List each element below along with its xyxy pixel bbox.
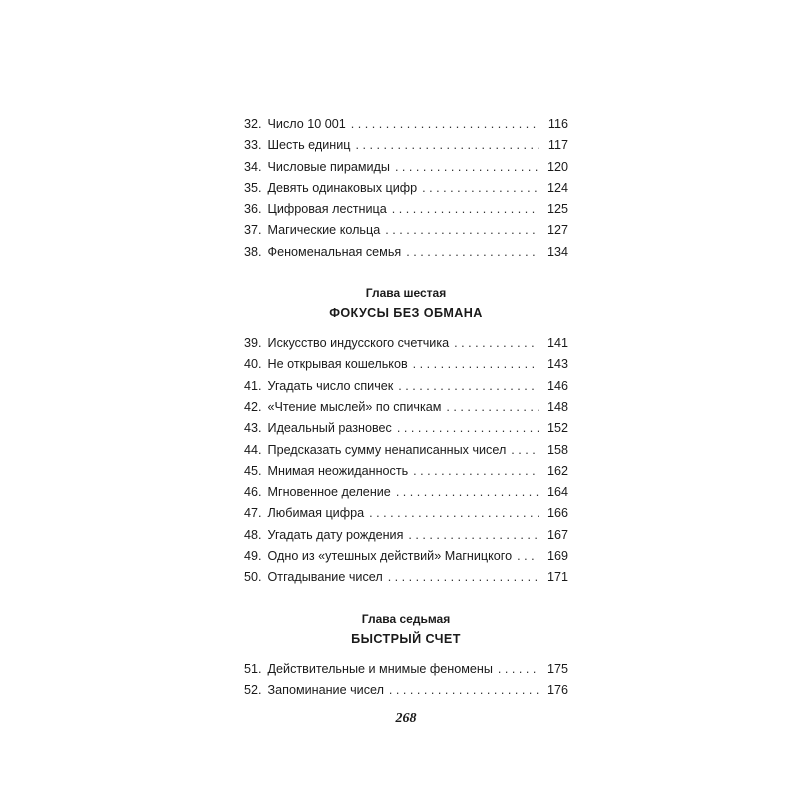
toc-entry xyxy=(244,333,568,354)
dot-leader xyxy=(413,354,539,375)
toc-entry-page: 141 xyxy=(546,336,568,351)
dot-leader xyxy=(406,242,539,263)
chapter-heading xyxy=(244,609,568,650)
dot-leader xyxy=(388,567,539,588)
toc-entry-title: Не открывая кошельков xyxy=(267,357,408,372)
toc-entry-title: Запоминание чисел xyxy=(267,682,384,697)
toc-entry xyxy=(244,418,568,439)
toc-entry xyxy=(244,354,568,375)
toc-entry xyxy=(244,114,568,135)
chapter-title: БЫСТРЫЙ СЧЕТ xyxy=(351,631,461,646)
toc-entry-number: 47. xyxy=(244,506,262,521)
toc-list xyxy=(244,333,568,589)
toc-entry-number: 32. xyxy=(244,117,262,131)
dot-leader xyxy=(392,199,539,220)
toc-entry-page: 167 xyxy=(546,527,568,542)
toc-entry-title: Число 10 001 xyxy=(267,117,346,131)
toc-entry xyxy=(244,397,568,418)
toc-entry-title: Числовые пирамиды xyxy=(267,159,390,174)
toc-entry-page: 176 xyxy=(546,682,568,697)
toc-entry-number: 39. xyxy=(244,336,262,351)
dot-leader xyxy=(454,333,539,354)
dot-leader xyxy=(446,397,539,418)
toc-entry-number: 43. xyxy=(244,421,262,436)
toc-entry-page: 146 xyxy=(546,378,568,393)
dot-leader xyxy=(397,418,539,439)
dot-leader xyxy=(498,659,539,680)
toc-entry-page: 171 xyxy=(546,570,568,585)
toc-entry-page: 152 xyxy=(546,421,568,436)
dot-leader xyxy=(389,680,539,701)
toc-entry-title: Предсказать сумму ненаписанных чисел xyxy=(267,442,507,457)
dot-leader xyxy=(517,546,539,567)
toc-entry xyxy=(244,461,568,482)
toc-entry-title: Одно из «утешных действий» Магницкого xyxy=(267,549,513,564)
toc-entry-page: 169 xyxy=(546,549,568,564)
toc-entry-page: 143 xyxy=(546,357,568,372)
dot-leader xyxy=(408,525,539,546)
toc-entry-page: 134 xyxy=(546,244,568,259)
toc-entry-number: 51. xyxy=(244,661,262,676)
toc-entry-title: Искусство индусского счетчика xyxy=(267,336,450,351)
toc-entry xyxy=(244,242,568,263)
toc-entry-page: 117 xyxy=(547,138,568,153)
toc-entry xyxy=(244,178,568,199)
toc-entry-page: 164 xyxy=(546,485,568,500)
toc-entry-title: Мгновенное деление xyxy=(267,485,391,500)
toc-entry-title: Отгадывание чисел xyxy=(267,570,383,585)
dot-leader xyxy=(413,461,539,482)
toc-entry-title: Феноменальная семья xyxy=(267,244,402,259)
toc-entry-title: Угадать дату рождения xyxy=(267,527,404,542)
page-number: 268 xyxy=(395,711,417,727)
toc-entry xyxy=(244,135,568,156)
toc-entry xyxy=(244,440,568,461)
toc-entry xyxy=(244,376,568,397)
toc-entry-title: «Чтение мыслей» по спичкам xyxy=(267,399,442,414)
dot-leader xyxy=(511,440,539,461)
toc-entry xyxy=(244,199,568,220)
toc-entry-number: 48. xyxy=(244,527,262,542)
toc-entry-title: Девять одинаковых цифр xyxy=(267,180,418,195)
toc-entry-number: 41. xyxy=(244,378,262,393)
toc-entry xyxy=(244,659,568,680)
toc-entry-title: Мнимая неожиданность xyxy=(267,463,409,478)
dot-leader xyxy=(422,178,539,199)
toc-entry xyxy=(244,503,568,524)
toc-entry-number: 42. xyxy=(244,399,262,414)
toc-entry-page: 175 xyxy=(546,661,568,676)
toc-entry-page: 124 xyxy=(546,180,568,195)
toc-entry-page: 120 xyxy=(546,159,568,174)
toc-page xyxy=(244,114,568,727)
chapter-label: Глава седьмая xyxy=(361,611,451,626)
toc-entry-title: Действительные и мнимые феномены xyxy=(267,661,493,676)
toc-entry-page: 166 xyxy=(546,506,568,521)
chapter-heading xyxy=(244,283,568,324)
toc-entry xyxy=(244,157,568,178)
dot-leader xyxy=(398,376,539,397)
dot-leader xyxy=(356,135,539,156)
toc-entry-title: Шесть единиц xyxy=(267,138,351,153)
toc-entry-page: 148 xyxy=(546,399,568,414)
toc-list xyxy=(244,114,568,263)
toc-entry-page: 125 xyxy=(546,202,568,217)
toc-entry-number: 37. xyxy=(244,223,262,238)
toc-entry-page: 162 xyxy=(546,463,568,478)
toc-entry-number: 45. xyxy=(244,463,262,478)
toc-entry-number: 38. xyxy=(244,244,262,259)
toc-entry xyxy=(244,525,568,546)
dot-leader xyxy=(385,220,539,241)
toc-entry-title: Цифровая лестница xyxy=(267,202,387,217)
dot-leader xyxy=(351,114,539,135)
toc-entry-number: 46. xyxy=(244,485,262,500)
toc-entry-title: Идеальный разновес xyxy=(267,421,392,436)
toc-entry-number: 35. xyxy=(244,180,262,195)
toc-entry-page: 127 xyxy=(546,223,568,238)
toc-entry-page: 158 xyxy=(546,442,568,457)
toc-entry-title: Магические кольца xyxy=(267,223,381,238)
toc-entry-number: 36. xyxy=(244,202,262,217)
table-of-contents xyxy=(244,114,568,701)
toc-entry xyxy=(244,220,568,241)
chapter-label: Глава шестая xyxy=(365,286,447,301)
dot-leader xyxy=(396,482,539,503)
toc-entry xyxy=(244,680,568,701)
toc-entry-number: 34. xyxy=(244,159,262,174)
toc-entry-title: Любимая цифра xyxy=(267,506,365,521)
chapter-title: ФОКУСЫ БЕЗ ОБМАНА xyxy=(329,306,483,321)
toc-entry-number: 49. xyxy=(244,549,262,564)
toc-entry-page: 116 xyxy=(547,117,568,131)
toc-entry-number: 44. xyxy=(244,442,262,457)
toc-entry-number: 50. xyxy=(244,570,262,585)
toc-entry-title: Угадать число спичек xyxy=(267,378,394,393)
dot-leader xyxy=(395,157,539,178)
dot-leader xyxy=(369,503,539,524)
toc-list xyxy=(244,659,568,702)
toc-entry xyxy=(244,482,568,503)
toc-entry-number: 33. xyxy=(244,138,262,153)
toc-entry-number: 40. xyxy=(244,357,262,372)
toc-entry xyxy=(244,546,568,567)
toc-entry-number: 52. xyxy=(244,682,262,697)
toc-entry xyxy=(244,567,568,588)
